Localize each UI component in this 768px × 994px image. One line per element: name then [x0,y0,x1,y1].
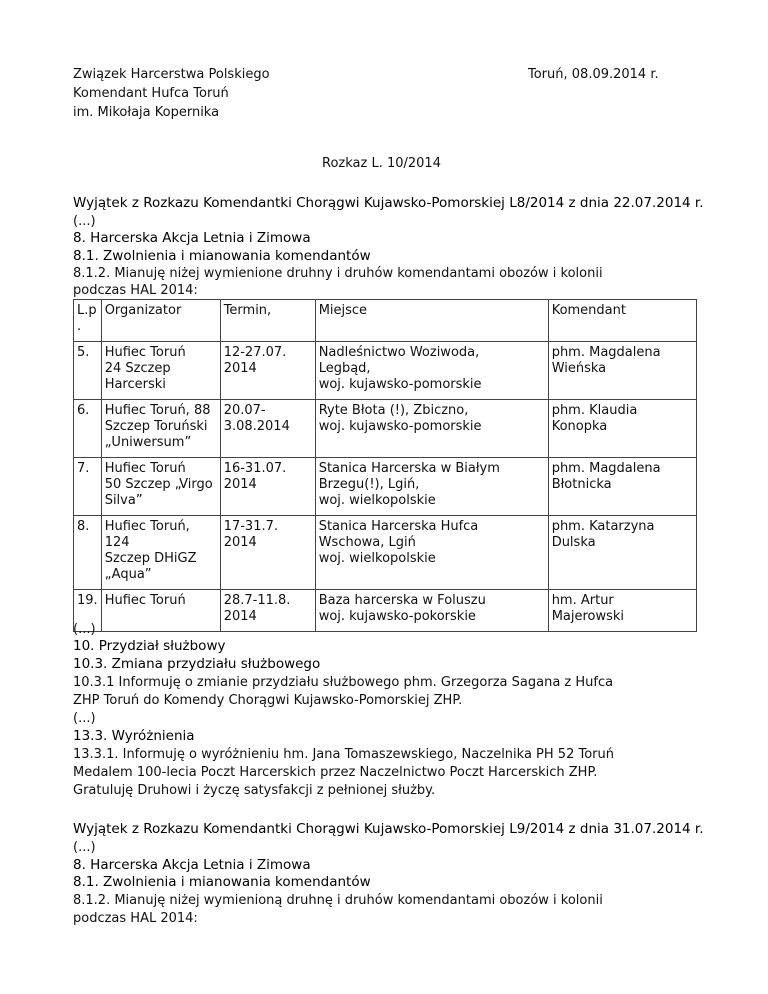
cell-place: Stanica Harcerska Hufca Wschowa, Lgiń woj. wielkopolskie [315,516,548,590]
org-line-1: Związek Harcerstwa Polskiego [73,67,270,82]
table-row [74,516,697,590]
section1-heading: Wyjątek z Rozkazu Komendantki Chorągwi Kujawsko-Pomorskiej L8/2014 z dnia 22.07.2014 r. [73,195,704,211]
appointments-table [73,299,697,632]
cell-commander: phm. Magdalena Błotnicka [548,458,696,516]
section1-para-812-l2: podczas HAL 2014: [73,283,198,298]
table-header-row [74,300,697,342]
section1-para-812-l1: 8.1.2. Mianuję niżej wymienione druhny i druhów komendantami obozów i kolonii [73,266,603,281]
section1-para-1031-l2: ZHP Toruń do Komendy Chorągwi Kujawsko-Pomorskiej ZHP. [73,693,463,708]
cell-term: 12-27.07. 2014 [220,342,315,400]
cell-lp: 8. [74,516,102,590]
cell-commander: phm. Katarzyna Dulska [548,516,696,590]
cell-lp: 6. [74,400,102,458]
section1-ellipsis-3: (...) [73,711,96,726]
cell-lp: 5. [74,342,102,400]
header-cell-commander: Komendant [548,300,696,342]
header-cell-organizer: Organizator [101,300,220,342]
cell-place: Nadleśnictwo Woziwoda, Legbąd, woj. kujawsko-pomorskie [315,342,548,400]
cell-place: Baza harcerska w Foluszu woj. kujawsko-pokorskie [315,590,548,632]
section1-ellipsis-2: (...) [73,622,96,637]
cell-term: 28.7-11.8. 2014 [220,590,315,632]
cell-organizer: Hufiec Toruń, 88 Szczep Toruński „Uniwersum” [101,400,220,458]
cell-term: 17-31.7. 2014 [220,516,315,590]
table-row [74,458,697,516]
section2-para-812-l1: 8.1.2. Mianuję niżej wymienioną druhnę i druhów komendantami obozów i kolonii [73,893,603,908]
cell-term: 16-31.07. 2014 [220,458,315,516]
cell-lp: 19. [74,590,102,632]
table-row [74,590,697,632]
section1-heading-10: 10. Przydział służbowy [73,638,226,654]
place-date: Toruń, 08.09.2014 r. [528,67,659,82]
section1-heading-13-3: 13.3. Wyróżnienia [73,728,195,744]
section1-para-1331-l3: Gratuluję Druhowi i życzę satysfakcji z pełnionej służby. [73,783,436,798]
header-cell-term: Termin, [220,300,315,342]
org-line-3: im. Mikołaja Kopernika [73,105,220,120]
cell-place: Ryte Błota (!), Zbiczno, woj. kujawsko-pomorskie [315,400,548,458]
section2-para-812-l2: podczas HAL 2014: [73,911,198,926]
cell-lp: 7. [74,458,102,516]
cell-place: Stanica Harcerska w Białym Brzegu(!), Lgiń, woj. wielkopolskie [315,458,548,516]
cell-organizer: Hufiec Toruń [101,590,220,632]
header-cell-place: Miejsce [315,300,548,342]
section1-para-1331-l1: 13.3.1. Informuję o wyróżnieniu hm. Jana Tomaszewskiego, Naczelnika PH 52 Toruń [73,747,614,762]
section2-heading-8: 8. Harcerska Akcja Letnia i Zimowa [73,857,311,873]
order-title: Rozkaz L. 10/2014 [322,156,441,171]
section2-ellipsis-1: (...) [73,840,96,855]
cell-organizer: Hufiec Toruń 24 Szczep Harcerski [101,342,220,400]
cell-term: 20.07- 3.08.2014 [220,400,315,458]
cell-organizer: Hufiec Toruń 50 Szczep „Virgo Silva” [101,458,220,516]
section1-heading-8: 8. Harcerska Akcja Letnia i Zimowa [73,230,311,246]
header-cell-lp: L.p . [74,300,102,342]
table-row [74,342,697,400]
section1-ellipsis-1: (...) [73,214,96,229]
section1-heading-8-1: 8.1. Zwolnienia i mianowania komendantów [73,248,371,264]
section2-heading-8-1: 8.1. Zwolnienia i mianowania komendantów [73,874,371,890]
section1-para-1331-l2: Medalem 100-lecia Poczt Harcerskich przez Naczelnictwo Poczt Harcerskich ZHP. [73,765,598,780]
section1-para-1031-l1: 10.3.1 Informuję o zmianie przydziału służbowego phm. Grzegorza Sagana z Hufca [73,675,614,690]
cell-organizer: Hufiec Toruń, 124 Szczep DHiGZ „Aqua” [101,516,220,590]
section2-heading: Wyjątek z Rozkazu Komendantki Chorągwi Kujawsko-Pomorskiej L9/2014 z dnia 31.07.2014 r. [73,821,704,837]
section1-heading-10-3: 10.3. Zmiana przydziału służbowego [73,656,321,672]
table-row [74,400,697,458]
cell-commander: phm. Magdalena Wieńska [548,342,696,400]
org-line-2: Komendant Hufca Toruń [73,86,229,101]
cell-commander: hm. Artur Majerowski [548,590,696,632]
cell-commander: phm. Klaudia Konopka [548,400,696,458]
